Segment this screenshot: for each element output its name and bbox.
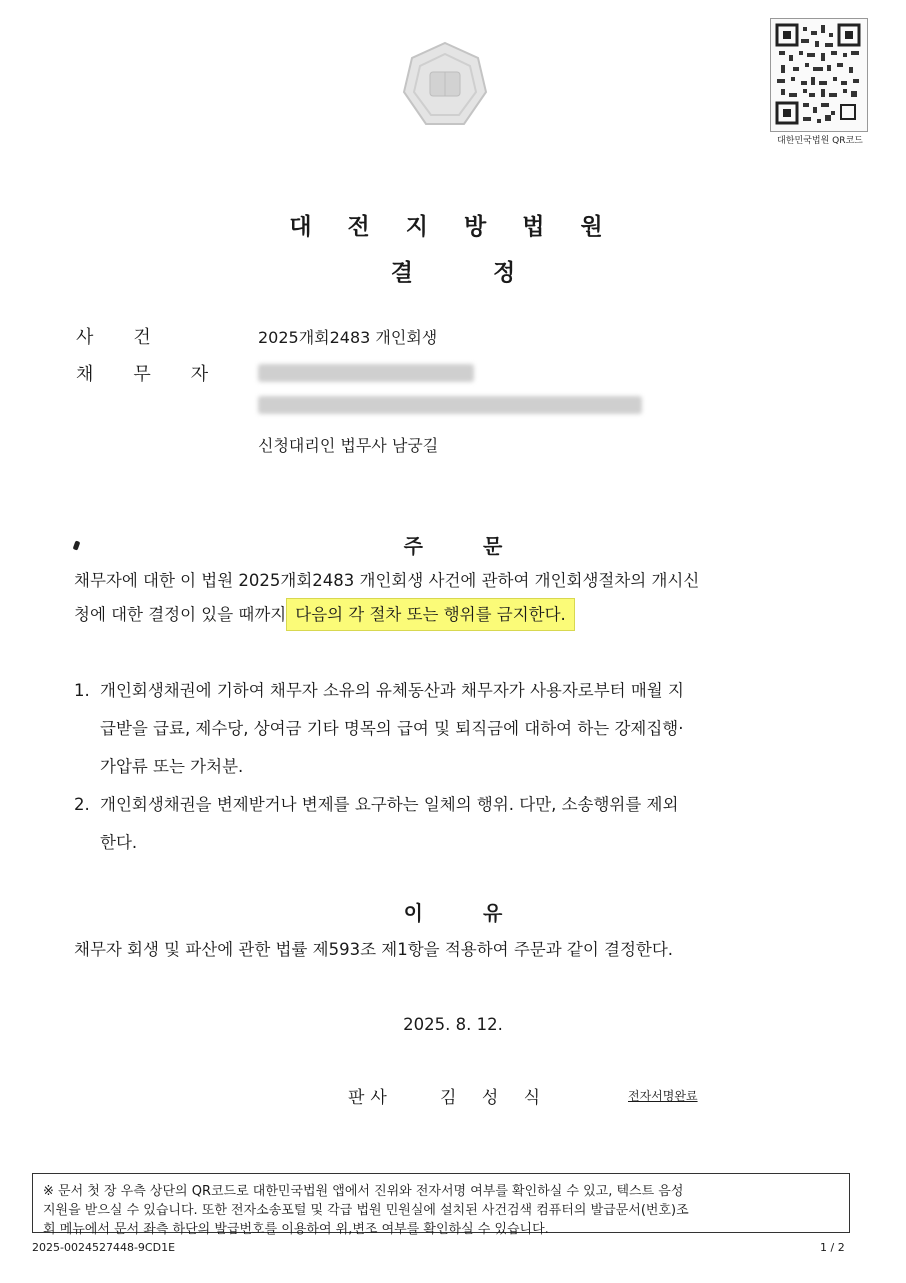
doc-issue-number: 2025-0024527448-9CD1E: [32, 1241, 176, 1254]
order-intro-line2: [74, 596, 834, 633]
qr-code[interactable]: [770, 18, 868, 132]
page-number: 1 / 2: [820, 1241, 845, 1254]
order-intro-prefix: 청에 대한 결정이 있을 때까지: [74, 605, 287, 624]
esign-status: 전자서명완료: [628, 1089, 698, 1103]
order-item-1-line2: 급받을 급료, 제수당, 상여금 기타 명목의 급여 및 퇴직금에 대하여 하는 강제집행·: [100, 719, 684, 738]
case-label: 사건: [76, 327, 191, 348]
order-intro-line1: 채무자에 대한 이 법원 2025개회2483 개인회생 사건에 관하여 개인회생절차의 개시신: [74, 571, 700, 590]
decision-date: 2025. 8. 12.: [403, 1015, 503, 1034]
debtor-address-redacted: [258, 396, 642, 414]
agent-info: 신청대리인 법무사 남궁길: [258, 436, 439, 455]
notice-line3: 회 메뉴에서 문서 좌측 하단의 발급번호를 이용하여 위,변조 여부를 확인하실 수 있습니다.: [43, 1222, 549, 1237]
qr-code-label: 대한민국법원 QR코드: [777, 136, 863, 146]
reason-text: 채무자 회생 및 파산에 관한 법률 제593조 제1항을 적용하여 주문과 같이 결정한다.: [74, 940, 674, 959]
debtor-name-redacted: [258, 364, 474, 382]
judge-name: 김 성 식: [440, 1088, 551, 1108]
verification-notice: [32, 1173, 850, 1237]
notice-line1: ※ 문서 첫 장 우측 상단의 QR코드로 대한민국법원 앱에서 진위와 전자서명 여부를 확인하실 수 있고, 텍스트 음성: [43, 1184, 684, 1199]
court-emblem-icon: [400, 40, 490, 130]
order-item-2-num: 2.: [74, 795, 90, 814]
order-item-2-line2: 한다.: [100, 833, 138, 852]
order-item-1-line3: 가압류 또는 가처분.: [100, 757, 244, 776]
order-title: 주문: [403, 534, 563, 558]
reason-title: 이유: [403, 901, 563, 925]
order-intro-highlight: 다음의 각 절차 또는 행위를 금지한다.: [286, 598, 575, 631]
document-type: 결정: [390, 260, 596, 286]
debtor-label: 채무자: [76, 364, 249, 385]
judge-title: 판사: [348, 1088, 393, 1108]
order-item-1-num: 1.: [74, 681, 90, 700]
order-item-1-line1: 개인회생채권에 기하여 채무자 소유의 유체동산과 채무자가 사용자로부터 매월 지: [100, 681, 684, 700]
notice-line2: 지원을 받으실 수 있습니다. 또한 전자소송포털 및 각급 법원 민원실에 설치된 사건검색 컴퓨터의 발급문서(번호)조: [43, 1203, 689, 1218]
court-name: 대 전 지 방 법 원: [289, 214, 617, 240]
case-value: 2025개회2483 개인회생: [258, 328, 438, 347]
order-item-2-line1: 개인회생채권을 변제받거나 변제를 요구하는 일체의 행위. 다만, 소송행위를 제외: [100, 795, 679, 814]
